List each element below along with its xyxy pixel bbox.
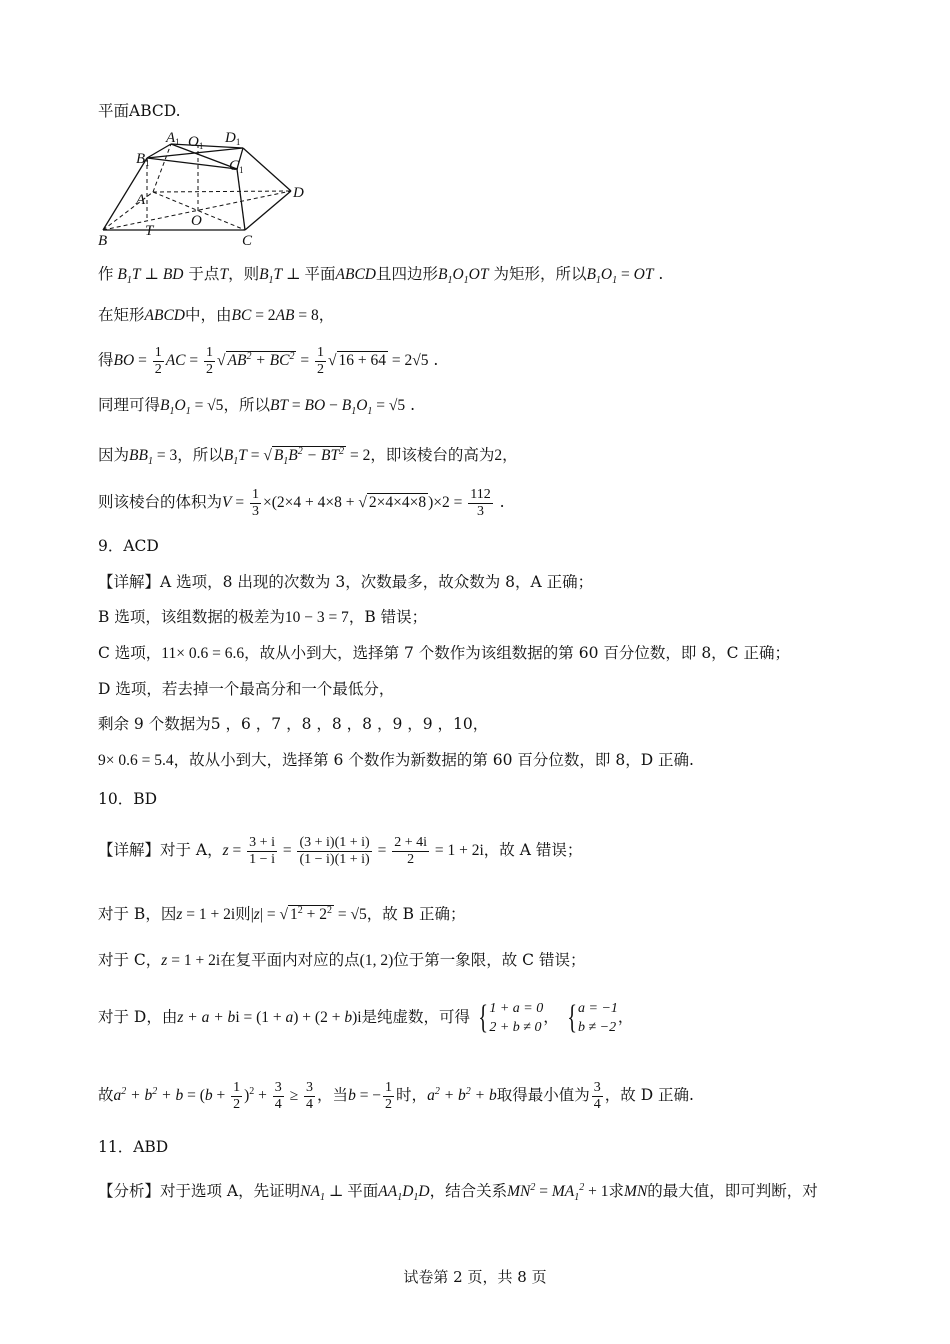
- label-B: B: [98, 233, 108, 249]
- edge-AD: [153, 191, 291, 192]
- q11-heading: 11．ABD: [98, 1138, 169, 1156]
- label-A: A: [136, 192, 146, 208]
- edge-D1D: [243, 148, 291, 191]
- edge-AA1: [153, 144, 171, 192]
- edge-C1C: [237, 169, 245, 230]
- frustum-figure: [95, 126, 315, 250]
- solution-line-6: 则该棱台的体积为V = $\frac{1}{3}$ ×(2×4 + 4×8 + √ 2×4×4×8 )×2 = $\frac{112}{3}$ .: [98, 486, 505, 519]
- solution-line-1: 作 $B_1T$ ⊥ BD 于点T，则$B_1T$ ⊥ 平面ABCD且四边形$B_1O_1OT$ 为矩形，所以$B_1O_1$ = OT .: [98, 265, 664, 287]
- label-C1: $C_1$: [229, 158, 244, 175]
- label-D: D: [293, 185, 304, 201]
- q10-option-b: 对于 B，因z = 1 + 2i则|z| = √ $1^2 + 2^2 = √5$，故 B 正确；: [98, 905, 466, 924]
- page-footer: 试卷第 2 页，共 8 页: [403, 1268, 547, 1286]
- q9-detail-2: B 选项，该组数据的极差为10 − 3 = 7，B 错误；: [98, 608, 428, 626]
- q10-conclusion: 故$a^2 + b^2 + b = (b$ + $\frac{1}{2}$ )$^2$ + $\frac{3}{4}$ ≥ $\frac{3}{4}$ ，当b = − $\frac{1}{2}$ 时，$a^2 + b^2 + b$取得最小值为 $\frac{3}{4}$ ，故 D 正确.: [98, 1079, 694, 1112]
- solution-line-2: 在矩形ABCD中，由BC = 2AB = 8，: [98, 306, 335, 324]
- label-B1: $B_1$: [136, 151, 150, 168]
- label-T: T: [145, 223, 154, 239]
- intro-line: 平面ABCD.: [98, 102, 181, 120]
- q10-option-a: 【详解】对于 A，z = $\frac{3 + i}{1 - i}$ = $\frac{(3 + i)(1 + i)}{(1 - i)(1 + i)}$ = $\frac{2 + 4i}{2}$ = 1 + 2i，故 A 错误；: [98, 834, 583, 867]
- q9-detail-5: 剩余 9 个数据为5 ，6 ，7 ，8 ，8 ，8 ，9 ，9 ，10，: [98, 715, 489, 733]
- label-O1: $O_1$: [188, 134, 204, 151]
- q11-analysis: 【分析】对于选项 A，先证明$NA_1$ ⊥ 平面$AA_1D_1D$，结合关系$MN^2 = MA_1^2 + 1$求MN的最大值，即可判断，对: [98, 1182, 818, 1204]
- solution-line-4: 同理可得$B_1O_1 = √5$，所以BT = BO − $B_1O_1 = √5$ .: [98, 396, 415, 418]
- q9-detail-6: 9× 0.6 = 5.4，故从小到大，选择第 6 个数作为新数据的第 60 百分位数，即 8，D 正确.: [98, 751, 694, 769]
- solution-line-5: 因为$BB_1 = 3$，所以$B_1T$ = √ $B_1B^2 - BT^2 = 2$，即该棱台的高为2，: [98, 446, 518, 468]
- q10-option-d: 对于 D，由z + a + bi = (1 + a) + (2 + b)i是纯虚数，可得 { 1 + a = 0 2 + b ≠ 0 ， { a = −1 b ≠ −2 ，: [98, 999, 634, 1036]
- label-D1: $D_1$: [225, 130, 241, 147]
- q9-detail-3: C 选项，11× 0.6 = 6.6，故从小到大，选择第 7 个数作为该组数据的第 60 百分位数，即 8，C 正确；: [98, 644, 790, 662]
- solution-line-3: 得BO = $\frac{1}{2}$ AC = $\frac{1}{2}$ √ $AB^2 + BC^2$ = $\frac{1}{2}$ √ 16 + 64 = 2√5 .: [98, 344, 439, 377]
- label-O: O: [191, 213, 202, 229]
- label-C: C: [242, 233, 253, 249]
- q9-detail-1: 【详解】A 选项，8 出现的次数为 3，次数最多，故众数为 8，A 正确；: [98, 573, 594, 591]
- q10-option-c: 对于 C，z = 1 + 2i在复平面内对应的点(1, 2)位于第一象限，故 C 错误；: [98, 951, 586, 969]
- edge-CD: [245, 191, 291, 230]
- q9-detail-4: D 选项，若去掉一个最高分和一个最低分，: [98, 680, 395, 698]
- label-A1: $A_1$: [166, 130, 180, 147]
- q10-heading: 10．BD: [98, 790, 158, 808]
- q9-heading: 9．ACD: [98, 537, 159, 555]
